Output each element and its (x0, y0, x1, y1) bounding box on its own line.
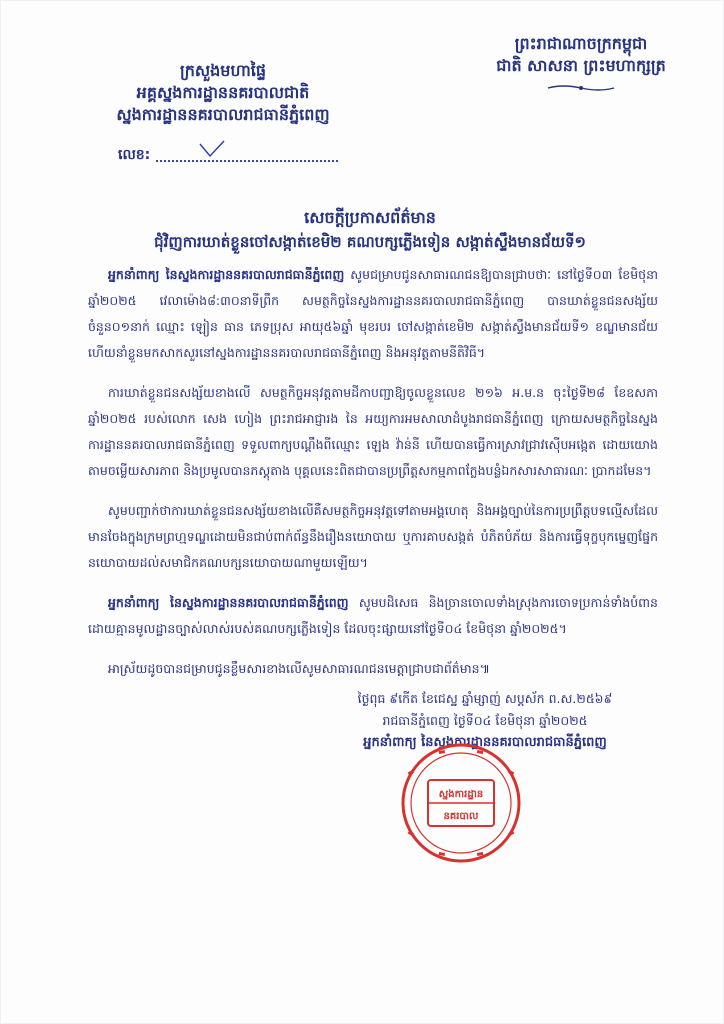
lunar-date: ថ្ងៃពុធ ៩កើត ខែជេស្ឋ ឆ្នាំម្សាញ់ សប្តស័ក ព.ស.២៥៦៩ (357, 691, 613, 706)
paragraph-2 (88, 380, 658, 484)
reference-label: លេខ: (118, 147, 151, 163)
paragraph-1 (88, 262, 658, 366)
paragraph-5 (88, 656, 658, 682)
ministry-header (88, 60, 358, 126)
title-line-1: សេចក្តីប្រកាសព័ត៌មាន (304, 208, 436, 227)
kingdom-line: ព្រះរាជាណាចក្រកម្ពុជា (514, 34, 648, 53)
paragraph-lead: អ្នកនាំពាក្យ នៃស្នងការដ្ឋាននគរបាលរាជធានីភ្នំពេញ (108, 267, 345, 282)
ministry-line: ក្រសួងមហាផ្ទៃ (179, 61, 266, 80)
stamp-text-line-2: នគរបាល (443, 811, 479, 822)
announcement-title (70, 206, 670, 254)
paragraph-text: អាស្រ័យដូចបានជម្រាបជូនខ្លឹមសារខាងលើសូមសាធារណជនមេត្តាជ្រាបជាព័ត៌មាន៕ (108, 661, 490, 676)
reference-dotted-field (156, 160, 338, 162)
handwritten-check-icon (196, 138, 226, 158)
paragraph-text: សូមបដិសេធ និងច្រានចោលទាំងស្រុងការចោទប្រកាន់ទាំងបំពាន ដោយគ្មានមូលដ្ឋានច្បាស់លាស់របស់គណបក្សភ្លើងទៀន ដែលចុះផ្សាយនៅថ្ងៃទី០៤ ខែមិថុនា ឆ្នាំ២០២៥។ (88, 595, 658, 636)
official-seal-stamp (398, 740, 524, 866)
motto-line: ជាតិ សាសនា ព្រះមហាក្សត្រ (496, 56, 666, 75)
municipal-police-line: ស្នងការដ្ឋាននគរបាលរាជធានីភ្នំពេញ (116, 105, 330, 124)
reference-number-line (118, 142, 338, 166)
ornament-divider-icon (546, 84, 616, 92)
announcement-body (88, 262, 658, 696)
solar-date: រាជធានីភ្នំពេញ ថ្ងៃទី០៤ ខែមិថុនា ឆ្នាំ២០២៥ (382, 713, 588, 728)
kingdom-header (476, 33, 686, 96)
paragraph-lead: អ្នកនាំពាក្យ នៃស្នងការដ្ឋាននគរបាលរាជធានីភ្នំពេញ (108, 595, 349, 610)
general-commissariat-line: អគ្គស្នងការដ្ឋាននគរបាលជាតិ (136, 83, 310, 102)
paragraph-text: សូមជម្រាបជូនសាធារណជនឱ្យបានជ្រាបថាៈ នៅថ្ងៃទី០៣ ខែមិថុនា ឆ្នាំ២០២៥ វេលាម៉ោង៨:៣០នាទីព្រឹក សមត្ថកិច្ចនៃស្នងការដ្ឋាននគរបាលរាជធានីភ្នំពេញ បានឃាត់ខ្លួនជនសង្ស័យ ចំនួន០១នាក់ ឈ្មោះ ឡៀន ធាន ភេទប្រុស អាយុ៥៦ឆ្នាំ មុខរបរ ចៅសង្កាត់ខេមិ២ សង្កាត់ស្ទឹងមានជ័យទី១ ខណ្ឌមានជ័យ ហើយនាំខ្លួនមកសាកសួរនៅស្នងការដ្ឋាននគរបាលរាជធានីភ្នំពេញ និងអនុវត្តតាមនីតិវិធី។ (88, 267, 658, 360)
paragraph-text: ការឃាត់ខ្លួនជនសង្ស័យខាងលើ សមត្ថកិច្ចអនុវត្តតាមដីកាបញ្ជាឱ្យចូលខ្លួនលេខ ២១៦ អ.ម.ន ចុះថ្ងៃទី២៨ ខែឧសភា ឆ្នាំ២០២៥ របស់លោក សេង ហៀង ព្រះរាជអាជ្ញារង នៃ អយ្យការអមសាលាដំបូងរាជធានីភ្នំពេញ ក្រោយសមត្ថកិច្ចនៃស្នងការដ្ឋាននគរបាលរាជធានីភ្នំពេញ ទទួលពាក្យបណ្តឹងពីឈ្មោះ ឡេង វ៉ាន់នី ហើយបានធ្វើការស្រាវជ្រាវស៊ើបអង្កេត ដោយយោងតាមចម្លើយសារភាព និងប្រមូលបានភស្តុតាង បុគ្គលនេះពិតជាបានប្រព្រឹត្តសកម្មភាពក្លែងបន្លំឯកសារសាធារណៈ ប្រាកដមែន។ (88, 385, 658, 478)
stamp-text-line-1: ស្នងការដ្ឋាន (438, 789, 484, 800)
signatory-title: អ្នកនាំពាក្យ នៃស្នងការដ្ឋាននគរបាលរាជធានីភ្នំពេញ (363, 735, 607, 750)
paragraph-3 (88, 498, 658, 576)
title-line-2: ជុំវិញការឃាត់ខ្លួនចៅសង្កាត់ខេមិ២ គណបក្សភ្លើងទៀន សង្កាត់ស្ទឹងមានជ័យទី១ (154, 233, 586, 251)
paragraph-4 (88, 590, 658, 642)
paragraph-text: សូមបញ្ជាក់ថាការឃាត់ខ្លួនជនសង្ស័យខាងលើគឺសមត្ថកិច្ចអនុវត្តទៅតាមអង្គហេតុ និងអង្គច្បាប់នៃការប្រព្រឹត្តបទល្មើសដែលមានចែងក្នុងក្រមព្រហ្មទណ្ឌដោយមិនជាប់ពាក់ព័ន្ធនឹងរឿងនយោបាយ ឬការគាបសង្កត់ បំភិតបំភ័យ និងការធ្វើទុក្ខបុកម្នេញផ្នែកនយោបាយដល់សមាជិកគណបក្សនយោបាយណាមួយឡើយ។ (88, 503, 658, 570)
